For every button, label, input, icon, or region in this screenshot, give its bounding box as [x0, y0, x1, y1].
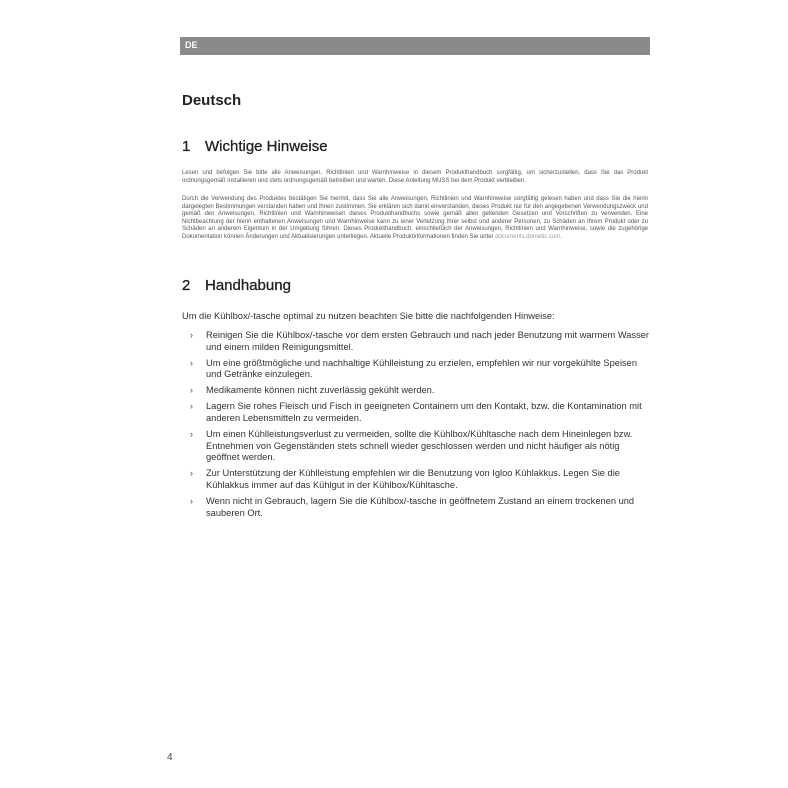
section-number: 2 [182, 277, 191, 294]
section-heading-important-notes [182, 138, 328, 155]
list-item-text: Wenn nicht in Gebrauch, lagern Sie die Kühlbox/-tasche in geöffnetem Zustand an einem trockenen und sauberen Ort. [206, 496, 635, 518]
list-item-text: Reinigen Sie die Kühlbox/-tasche vor dem ersten Gebrauch und nach jeder Benutzung mit warmem Wasser und einem milden Reinigungsmittel. [206, 330, 650, 352]
list-item [190, 330, 652, 353]
chevron-right-icon: › [190, 330, 193, 340]
chevron-right-icon: › [190, 401, 193, 412]
handling-intro: Um die Kühlbox/-tasche optimal zu nutzen beachten Sie bitte die nachfolgenden Hinweise: [182, 311, 555, 321]
list-item [190, 496, 652, 519]
list-item [190, 385, 652, 397]
list-item-text: Zur Unterstützung der Kühlleistung empfehlen wir die Benutzung von Igloo Kühlakkus. Legen Sie die Kühlakkus immer auf das Kühlgut in der Kühlbox/Kühltasche. [206, 468, 620, 491]
page-number: 4 [167, 752, 173, 763]
list-item-text: Medikamente können nicht zuverlässig gekühlt werden. [206, 385, 435, 396]
paragraph-usage-agreement [182, 196, 648, 242]
section-number: 1 [182, 138, 191, 155]
paragraph-text: Durch die Verwendung des Produktes bestätigen Sie hiermit, dass Sie alle Anweisungen, Richtlinien und Warnhinweise sorgfältig gelesen haben und dass Sie die hierin dargelegten Bestimmungen verstanden haben und ihnen zustimmen. Sie erklären sich damit einverstanden, dieses Produkt nur für den angegebenen Verwendungszweck und gemäß den Anweisungen, Richtlinien und Warnhinweisen dieses Produkthandbuchs sowie gemäß allen geltenden Gesetzen und Vorschriften zu verwenden. Eine Nichtbeachtung der hierin enthaltenen Anweisungen und Warnhinweise kann zu einer Verletzung Ihrer selbst und anderer Personen, zu Schäden an Ihrem Produkt oder zu Schäden an anderem Eigentum in der Umgebung führen. Dieses Produkthandbuch, einschließlich der Anweisungen, Richtlinien und Warnhinweise, sowie die zugehörige Dokumentation können Änderungen und Aktualisierungen unterliegen. Aktuelle Produktinformationen finden Sie unter [182, 196, 648, 240]
chevron-right-icon: › [190, 357, 193, 368]
list-item [190, 401, 652, 424]
page-title: Deutsch [182, 92, 242, 109]
language-header-bar [180, 37, 650, 55]
list-item-text: Um einen Kühlleistungsverlust zu vermeiden, sollte die Kühlbox/Kühltasche nach dem Hineinlegen bzw. Entnehmen von Gegenständen stets schnell wieder geschlossen werden und nicht häufiger als nötig geöffnet werden. [206, 429, 633, 463]
paragraph-period: . [560, 233, 562, 240]
chevron-right-icon: › [190, 468, 193, 479]
list-item [190, 358, 652, 381]
language-code: DE [185, 40, 198, 50]
chevron-right-icon: › [190, 385, 193, 396]
section-title: Wichtige Hinweise [205, 138, 328, 155]
paragraph-read-instructions: Lesen und befolgen Sie bitte alle Anweisungen, Richtlinien und Warnhinweise in diesem Produkthandbuch sorgfältig, um sicherzustellen, dass Sie das Produkt ordnungsgemäß installieren und stets ordnungsgemäß betreiben und warten. Diese Anleitung MUSS bei dem Produkt verbleiben. [182, 170, 648, 184]
list-item-text: Um eine größtmögliche und nachhaltige Kühlleistung zu erzielen, empfehlen wir nur vorgekühlte Speisen und Getränke einzulegen. [206, 357, 638, 380]
list-item-text: Lagern Sie rohes Fleisch und Fisch in geeigneten Containern um den Kontakt, bzw. die Kontamination mit anderen Lebensmitteln zu vermeiden. [206, 401, 642, 424]
section-title: Handhabung [205, 277, 291, 294]
handling-bullet-list [190, 330, 652, 524]
chevron-right-icon: › [190, 429, 193, 440]
list-item [190, 429, 652, 464]
chevron-right-icon: › [190, 496, 193, 507]
section-heading-handling [182, 277, 291, 294]
list-item [190, 468, 652, 491]
documents-link[interactable]: documents.dometic.com [495, 233, 561, 240]
